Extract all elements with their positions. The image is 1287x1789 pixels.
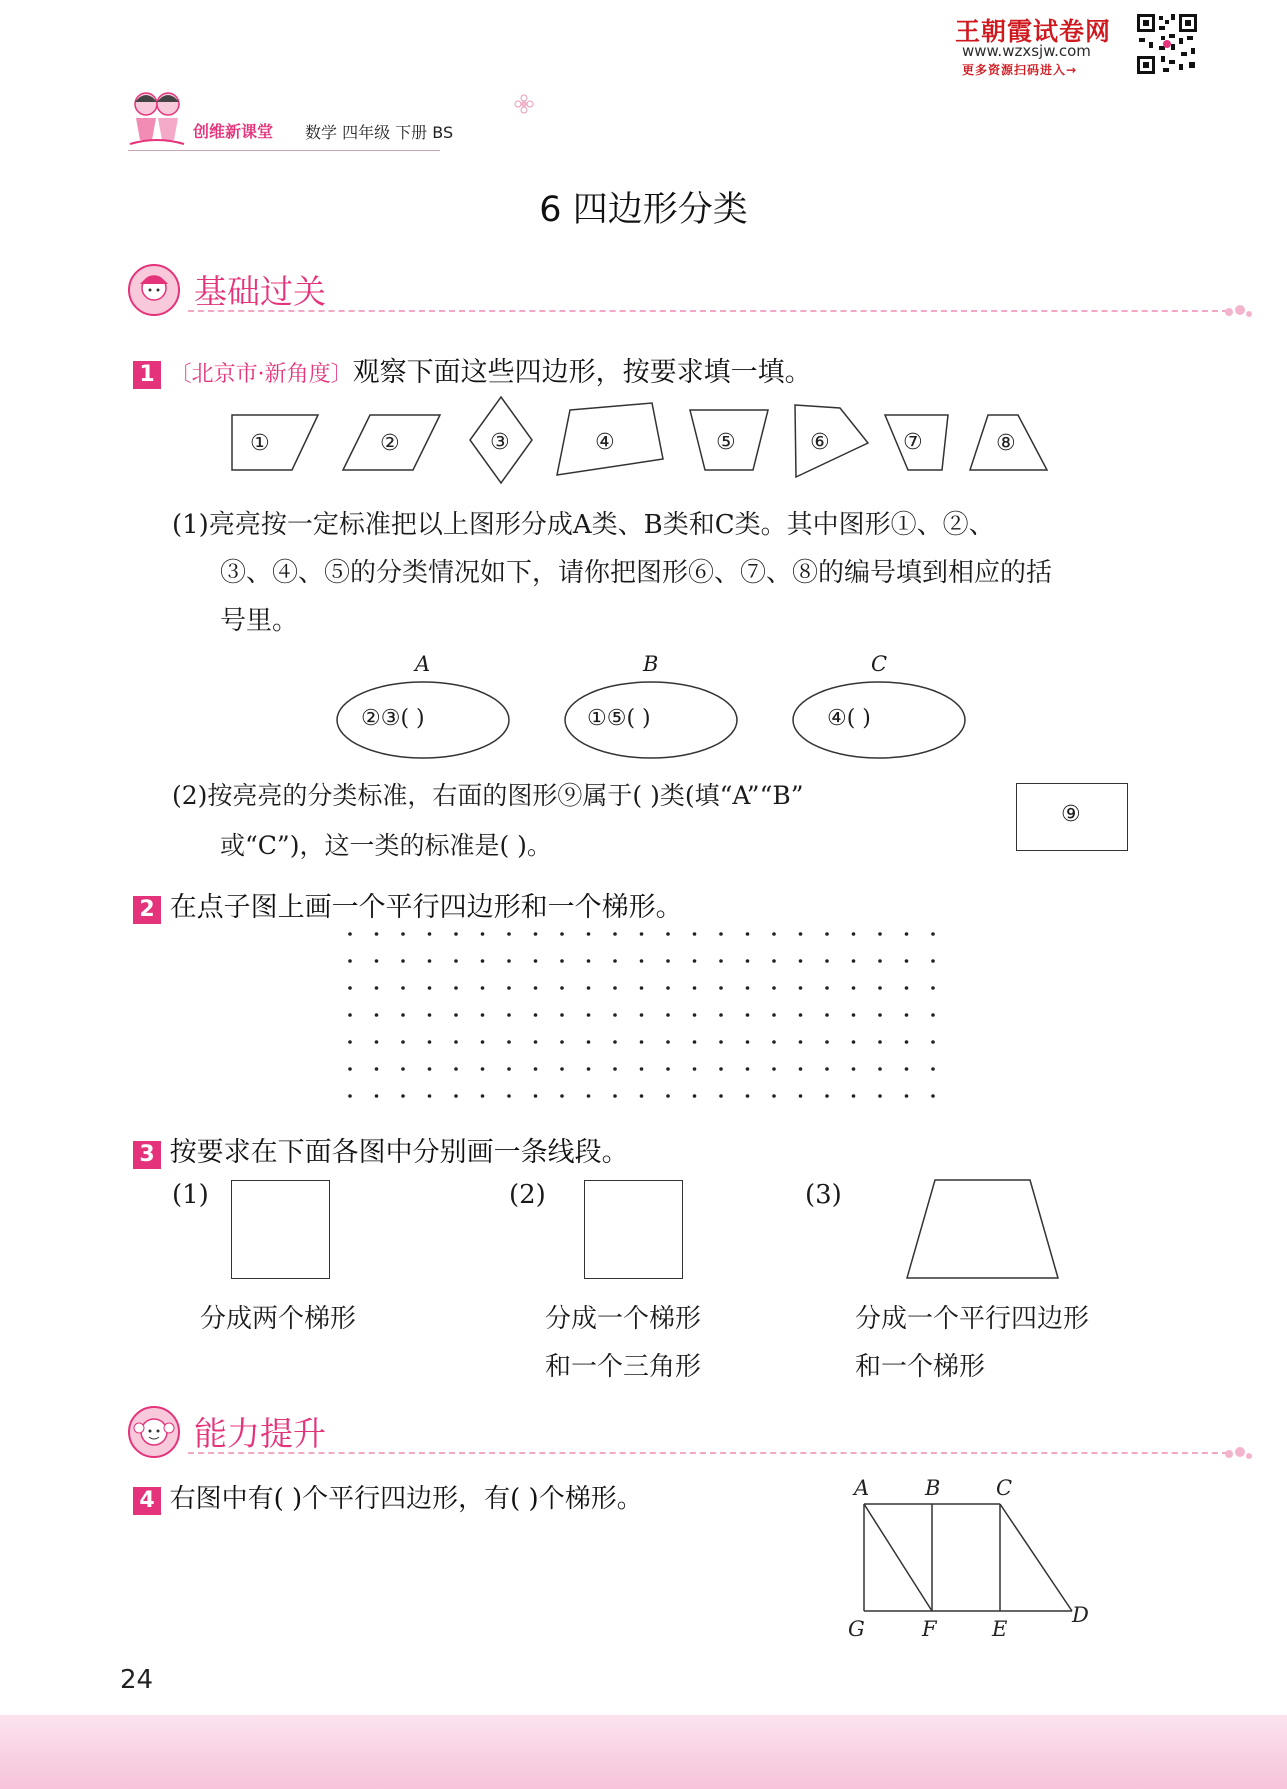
grid-dot	[375, 1067, 379, 1071]
grid-dot	[852, 1094, 856, 1098]
grid-dot	[507, 1013, 511, 1017]
grid-dot	[905, 1067, 909, 1071]
grid-dot	[587, 986, 591, 990]
group-a-name: A	[415, 652, 431, 676]
grid-dot	[799, 986, 803, 990]
dots-decoration-icon	[1223, 302, 1253, 320]
group-c-content: ④( )	[827, 706, 871, 731]
grid-dot	[534, 1094, 538, 1098]
shape-5-label: ⑤	[716, 430, 736, 455]
header-divider	[128, 150, 440, 151]
grid-dot	[613, 1013, 617, 1017]
q4-header	[133, 1478, 643, 1515]
grid-dot	[587, 959, 591, 963]
site-subtitle: 更多资源扫码进入→	[962, 63, 1078, 77]
grid-dot	[348, 1040, 352, 1044]
qr-code-icon	[1135, 12, 1199, 76]
grid-dot	[693, 1067, 697, 1071]
section-advanced-title: 能力提升	[194, 1414, 326, 1453]
group-a-content: ②③( )	[361, 706, 425, 731]
grid-dot	[587, 1094, 591, 1098]
grid-dot	[401, 1094, 405, 1098]
grid-dot	[454, 1067, 458, 1071]
grid-dot	[772, 986, 776, 990]
grid-dot	[507, 932, 511, 936]
grid-dot	[825, 1013, 829, 1017]
grid-dot	[348, 986, 352, 990]
grid-dot	[719, 932, 723, 936]
q3-item3-desc1: 分成一个平行四边形	[855, 1304, 1090, 1334]
grid-dot	[772, 1013, 776, 1017]
group-c-name: C	[871, 652, 888, 676]
grid-dot	[746, 959, 750, 963]
grid-dot	[640, 1067, 644, 1071]
grid-dot	[719, 1013, 723, 1017]
grid-dot	[348, 1094, 352, 1098]
grid-dot	[428, 959, 432, 963]
q3-item2-desc1: 分成一个梯形	[545, 1304, 702, 1334]
grid-dot	[640, 1040, 644, 1044]
monkey-mascot-icon	[128, 1406, 180, 1458]
q1-tag: 〔北京市·新角度〕	[169, 362, 353, 387]
grid-dot	[746, 1067, 750, 1071]
grid-dot	[905, 932, 909, 936]
grid-dot	[799, 932, 803, 936]
grid-dot	[719, 1040, 723, 1044]
grid-dot	[428, 1040, 432, 1044]
site-url: www.wzxsjw.com	[962, 42, 1091, 60]
q4-prompt: 右图中有( )个平行四边形，有( )个梯形。	[169, 1484, 643, 1514]
q3-item1-label: (1)	[172, 1180, 209, 1210]
grid-dot	[772, 959, 776, 963]
grid-dot	[613, 986, 617, 990]
grid-dot	[825, 932, 829, 936]
grid-dot	[560, 1094, 564, 1098]
grid-dot	[825, 1094, 829, 1098]
grid-dot	[481, 1067, 485, 1071]
grid-dot	[666, 959, 670, 963]
dots-decoration-icon	[1223, 1444, 1253, 1462]
q3-number: 3	[133, 1141, 161, 1169]
girl-mascot-icon	[128, 264, 180, 316]
grid-dot	[560, 986, 564, 990]
grid-dot	[534, 932, 538, 936]
grid-dot	[931, 959, 935, 963]
q1-header	[133, 350, 812, 389]
grid-dot	[534, 959, 538, 963]
grid-dot	[375, 1040, 379, 1044]
grid-dot	[931, 1094, 935, 1098]
group-c-ellipse	[791, 680, 967, 760]
grid-dot	[640, 959, 644, 963]
q1-part1-line2: ③、④、⑤的分类情况如下，请你把图形⑥、⑦、⑧的编号填到相应的括	[220, 558, 1053, 588]
q4-number: 4	[133, 1487, 161, 1515]
grid-dot	[534, 1067, 538, 1071]
shape-9-rectangle	[1016, 783, 1128, 851]
q3-item2-desc2: 和一个三角形	[545, 1352, 702, 1382]
grid-dot	[507, 959, 511, 963]
grid-dot	[931, 1067, 935, 1071]
section-divider	[188, 1452, 1228, 1454]
shape-6-label: ⑥	[810, 430, 830, 455]
q4-figure	[840, 1474, 1100, 1644]
point-c-label: C	[996, 1476, 1013, 1500]
shape-7-label: ⑦	[903, 430, 923, 455]
grid-dot	[666, 1013, 670, 1017]
grid-dot	[799, 1067, 803, 1071]
group-c	[791, 652, 967, 762]
grid-dot	[852, 986, 856, 990]
shape-1-right-trapezoid	[232, 415, 318, 470]
grid-dot	[878, 1094, 882, 1098]
shape-9-label: ⑨	[1061, 802, 1081, 827]
group-b-name: B	[643, 652, 659, 676]
q2-header	[133, 885, 683, 924]
grid-dot	[375, 932, 379, 936]
grid-dot	[852, 932, 856, 936]
shape-8-label: ⑧	[996, 431, 1016, 456]
section-basic-header	[128, 264, 1268, 320]
grid-dot	[454, 1013, 458, 1017]
grid-dot	[428, 932, 432, 936]
q3-header	[133, 1130, 629, 1169]
grid-dot	[825, 1040, 829, 1044]
flower-icon	[514, 94, 534, 114]
shape-1-label: ①	[250, 431, 270, 456]
grid-dot	[666, 1067, 670, 1071]
grid-dot	[746, 986, 750, 990]
page-title: 6 四边形分类	[539, 190, 748, 230]
grid-dot	[428, 1013, 432, 1017]
grid-dot	[587, 1067, 591, 1071]
grid-dot	[401, 986, 405, 990]
grid-dot	[534, 1013, 538, 1017]
grid-dot	[534, 986, 538, 990]
shape-6-quadrilateral	[795, 405, 868, 477]
page-number: 24	[120, 1665, 154, 1695]
grid-dot	[693, 1040, 697, 1044]
grid-dot	[640, 932, 644, 936]
grid-dot	[375, 1094, 379, 1098]
grid-dot	[878, 932, 882, 936]
group-a	[335, 652, 511, 762]
grid-dot	[481, 959, 485, 963]
grid-dot	[401, 1013, 405, 1017]
grid-dot	[772, 1040, 776, 1044]
point-f-label: F	[922, 1617, 937, 1641]
grid-dot	[560, 1013, 564, 1017]
grid-dot	[613, 932, 617, 936]
book-name: 创维新课堂	[193, 122, 274, 141]
q1-part2-line2: 或“C”)，这一类的标准是( )。	[220, 831, 552, 860]
q3-item3-label: (3)	[805, 1180, 842, 1210]
grid-dot	[799, 1040, 803, 1044]
grid-dot	[746, 932, 750, 936]
grid-dot	[905, 1013, 909, 1017]
grid-dot	[560, 1040, 564, 1044]
kids-mascot-icon	[128, 88, 186, 150]
grid-dot	[772, 1094, 776, 1098]
q3-item3-desc2: 和一个梯形	[855, 1352, 986, 1382]
grid-dot	[852, 959, 856, 963]
grid-dot	[666, 1094, 670, 1098]
q1-part2-line1: (2)按亮亮的分类标准，右面的图形⑨属于( )类(填“A”“B”	[172, 781, 804, 810]
grid-dot	[401, 1040, 405, 1044]
q1-part1-line1: (1)亮亮按一定标准把以上图形分成A类、B类和C类。其中图形①、②、	[172, 510, 995, 540]
grid-dot	[507, 1094, 511, 1098]
grid-dot	[931, 986, 935, 990]
grid-dot	[640, 1094, 644, 1098]
grid-dot	[905, 1094, 909, 1098]
grid-dot	[825, 986, 829, 990]
grid-dot	[507, 1040, 511, 1044]
q3-item1-square[interactable]	[231, 1180, 330, 1279]
grid-dot	[746, 1013, 750, 1017]
q3-item2-square[interactable]	[584, 1180, 683, 1279]
grid-dot	[587, 1040, 591, 1044]
grid-dot	[905, 959, 909, 963]
grid-dot	[375, 1013, 379, 1017]
grid-dot	[613, 1094, 617, 1098]
section-advanced-header	[128, 1406, 1268, 1462]
grid-dot	[852, 1013, 856, 1017]
grid-dot	[772, 1067, 776, 1071]
grid-dot	[481, 1040, 485, 1044]
q3-item1-desc: 分成两个梯形	[200, 1304, 357, 1334]
grid-dot	[401, 1067, 405, 1071]
grid-dot	[507, 1067, 511, 1071]
grid-dot	[799, 1013, 803, 1017]
grid-dot	[799, 959, 803, 963]
grid-dot	[481, 1094, 485, 1098]
grid-dot	[560, 1067, 564, 1071]
grid-dot	[905, 1040, 909, 1044]
grid-dot	[481, 1013, 485, 1017]
grid-dot	[481, 932, 485, 936]
grid-dot	[348, 1067, 352, 1071]
grid-dot	[428, 1067, 432, 1071]
grid-dot	[852, 1067, 856, 1071]
q1-number: 1	[133, 361, 161, 389]
grid-dot	[746, 1040, 750, 1044]
grid-dot	[560, 932, 564, 936]
grid-dot	[799, 1094, 803, 1098]
grid-dot	[931, 1013, 935, 1017]
q1-prompt: 观察下面这些四边形，按要求填一填。	[352, 357, 812, 388]
grid-dot	[693, 959, 697, 963]
grid-dot	[878, 986, 882, 990]
grid-dot	[587, 932, 591, 936]
grid-dot	[666, 932, 670, 936]
grid-dot	[560, 959, 564, 963]
grid-dot	[613, 1067, 617, 1071]
grid-dot	[719, 959, 723, 963]
grid-dot	[454, 959, 458, 963]
grid-dot	[348, 1013, 352, 1017]
grid-dot	[693, 932, 697, 936]
grid-dot	[878, 959, 882, 963]
grid-dot	[428, 1094, 432, 1098]
grid-dot	[587, 1013, 591, 1017]
grid-dot	[613, 959, 617, 963]
group-b	[563, 652, 739, 762]
grid-dot	[878, 1040, 882, 1044]
point-b-label: B	[925, 1476, 941, 1500]
grid-dot	[375, 986, 379, 990]
grid-dot	[640, 1013, 644, 1017]
grid-dot	[878, 1013, 882, 1017]
grid-dot	[693, 986, 697, 990]
footer-band	[0, 1715, 1287, 1789]
grid-dot	[507, 986, 511, 990]
shape-3-label: ③	[490, 430, 510, 455]
grid-dot	[454, 932, 458, 936]
q3-item2-label: (2)	[509, 1180, 546, 1210]
grid-dot	[719, 1094, 723, 1098]
point-a-label: A	[854, 1476, 870, 1500]
grid-dot	[348, 959, 352, 963]
grid-dot	[666, 986, 670, 990]
group-b-content: ①⑤( )	[587, 706, 651, 731]
site-logo-text: 王朝霞试卷网	[955, 17, 1112, 46]
grid-dot	[348, 932, 352, 936]
point-g-label: G	[848, 1617, 865, 1641]
shape-4-label: ④	[595, 430, 615, 455]
grid-dot	[825, 1067, 829, 1071]
q1-part1-line3: 号里。	[220, 606, 299, 636]
grid-dot	[640, 986, 644, 990]
point-d-label: D	[1072, 1603, 1089, 1627]
point-e-label: E	[992, 1617, 1008, 1641]
grid-dot	[666, 1040, 670, 1044]
grid-dot	[375, 959, 379, 963]
grid-dot	[719, 1067, 723, 1071]
grid-dot	[481, 986, 485, 990]
section-divider	[188, 310, 1228, 312]
grid-dot	[693, 1013, 697, 1017]
grid-dot	[825, 959, 829, 963]
grid-dot	[931, 932, 935, 936]
q3-item3-trapezoid[interactable]	[905, 1178, 1060, 1280]
grid-dot	[931, 1040, 935, 1044]
grid-dot	[401, 932, 405, 936]
q3-prompt: 按要求在下面各图中分别画一条线段。	[169, 1137, 629, 1168]
grid-dot	[534, 1040, 538, 1044]
grid-dot	[746, 1094, 750, 1098]
q2-number: 2	[133, 896, 161, 924]
section-basic-title: 基础过关	[194, 272, 326, 311]
grid-dot	[613, 1040, 617, 1044]
grid-dot	[454, 1040, 458, 1044]
grid-dot	[401, 959, 405, 963]
dot-grid[interactable]	[345, 928, 955, 1103]
grid-dot	[693, 1094, 697, 1098]
book-info: 数学 四年级 下册 BS	[305, 123, 454, 142]
grid-dot	[878, 1067, 882, 1071]
grid-dot	[719, 986, 723, 990]
grid-dot	[454, 986, 458, 990]
grid-dot	[454, 1094, 458, 1098]
grid-dot	[905, 986, 909, 990]
grid-dot	[428, 986, 432, 990]
shape-2-label: ②	[380, 431, 400, 456]
q2-prompt: 在点子图上画一个平行四边形和一个梯形。	[169, 892, 683, 923]
q1-shapes	[220, 395, 1080, 485]
grid-dot	[772, 932, 776, 936]
grid-dot	[852, 1040, 856, 1044]
